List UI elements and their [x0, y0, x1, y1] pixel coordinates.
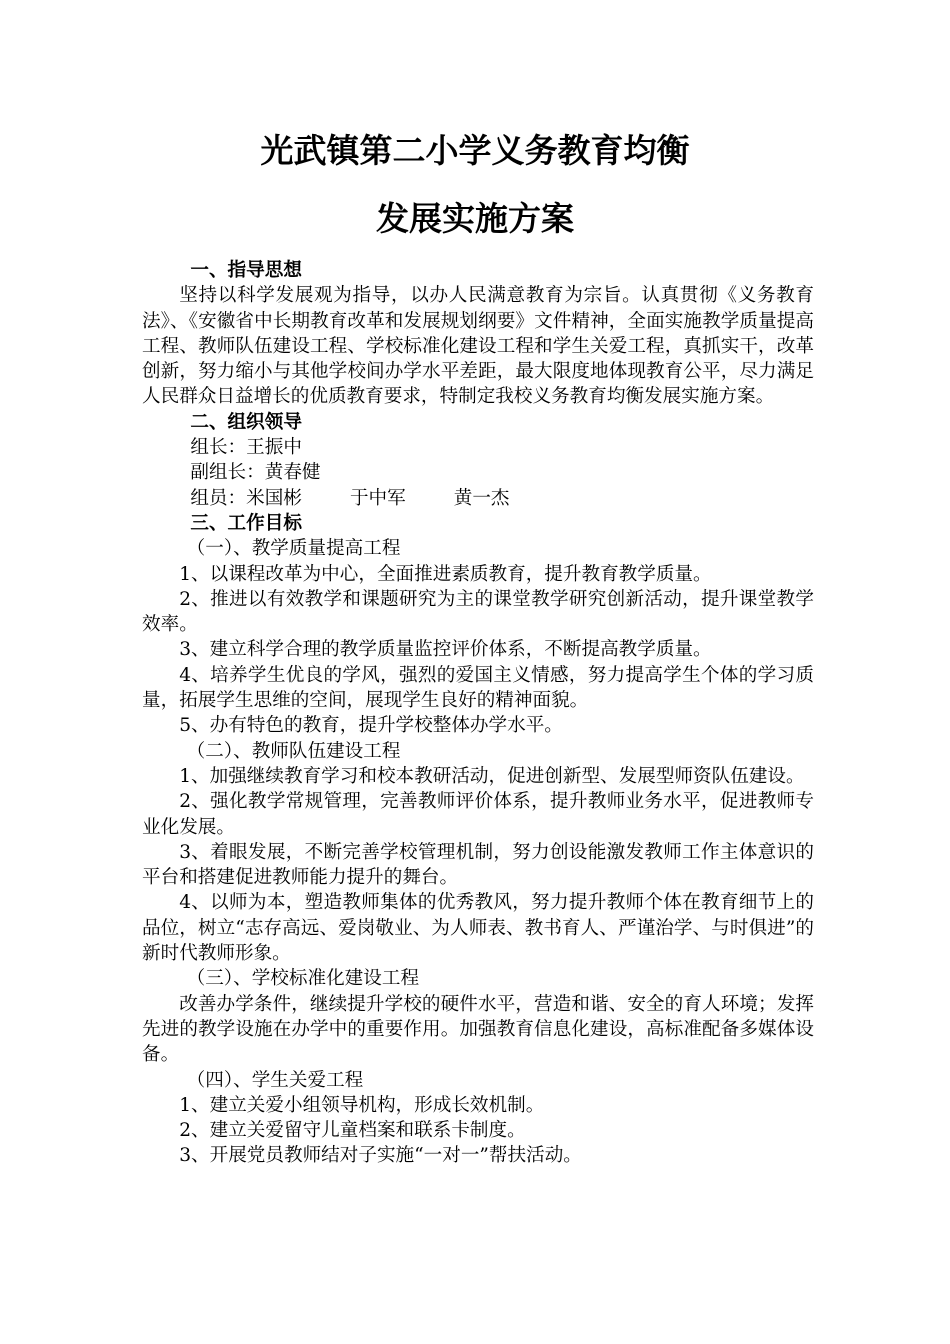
- document-body: [142, 258, 814, 1169]
- section-heading-organization: 二、组织领导: [190, 411, 302, 433]
- leader-line: 组长：王振中: [190, 437, 302, 459]
- member-1: 组员：米国彬: [190, 487, 302, 509]
- members-line: [142, 486, 814, 511]
- list-item: 3、着眼发展，不断完善学校管理机制，努力创设能激发教师工作主体意识的平台和搭建促进教师能力提升的舞台。: [142, 841, 814, 889]
- subsection-heading-student-care: （四）、学生关爱工程: [186, 1069, 364, 1091]
- section-heading-goals: 三、工作目标: [190, 512, 302, 534]
- list-item: 2、建立关爱留守儿童档案和联系卡制度。: [179, 1120, 526, 1142]
- paragraph-school-standardization: 改善办学条件，继续提升学校的硬件水平，营造和谐、安全的育人环境；发挥先进的教学设施在办学中的重要作用。加强教育信息化建设，高标准配备多媒体设备。: [142, 993, 814, 1066]
- list-item: 3、建立科学合理的教学质量监控评价体系，不断提高教学质量。: [179, 639, 712, 661]
- list-item: 4、培养学生优良的学风，强烈的爱国主义情感，努力提高学生个体的学习质量，拓展学生思维的空间，展现学生良好的精神面貌。: [142, 664, 814, 712]
- member-2: 于中军: [349, 487, 406, 509]
- subsection-heading-teacher-team: （二）、教师队伍建设工程: [186, 740, 401, 762]
- document-title-line1: 光武镇第二小学义务教育均衡: [260, 131, 690, 170]
- list-item: 1、以课程改革为中心，全面推进素质教育，提升教育教学质量。: [179, 563, 712, 585]
- list-item: 4、以师为本，塑造教师集体的优秀教风，努力提升教师个体在教育细节上的品位，树立“志存高远、爱岗敬业、为人师表、教书育人、严谨治学、与时俱进”的新时代教师形象。: [142, 892, 814, 965]
- list-item: 5、办有特色的教育，提升学校整体办学水平。: [179, 715, 563, 737]
- member-3: 黄一杰: [453, 487, 510, 509]
- document-title-line2: 发展实施方案: [376, 199, 574, 238]
- list-item: 2、推进以有效教学和课题研究为主的课堂教学研究创新活动，提升课堂教学效率。: [142, 588, 814, 636]
- subsection-heading-school-standardization: （三）、学校标准化建设工程: [186, 968, 420, 990]
- list-item: 2、强化教学常规管理，完善教师评价体系，提升教师业务水平，促进教师专业化发展。: [142, 791, 814, 838]
- list-item: 1、建立关爱小组领导机构，形成长效机制。: [179, 1094, 545, 1116]
- paragraph-guiding-thought: 坚持以科学发展观为指导，以办人民满意教育为宗旨。认真贯彻《义务教育法》、《安徽省中长期教育改革和发展规划纲要》文件精神，全面实施教学质量提高工程、教师队伍建设工程、学校标准化建设工程和学生关爱工程，真抓实干，改革创新，努力缩小与其他学校间办学水平差距，最大限度地体现教育公平，尽力满足人民群众日益增长的优质教育要求，特制定我校义务教育均衡发展实施方案。: [142, 285, 814, 408]
- list-item: 1、加强继续教育学习和校本教研活动，促进创新型、发展型师资队伍建设。: [179, 765, 805, 787]
- vice-leader-line: 副组长：黄春健: [190, 462, 321, 484]
- list-item: 3、开展党员教师结对子实施“一对一”帮扶活动。: [179, 1145, 582, 1167]
- section-heading-guiding-thought: 一、指导思想: [190, 260, 302, 281]
- subsection-heading-teaching-quality: （一）、教学质量提高工程: [186, 538, 401, 560]
